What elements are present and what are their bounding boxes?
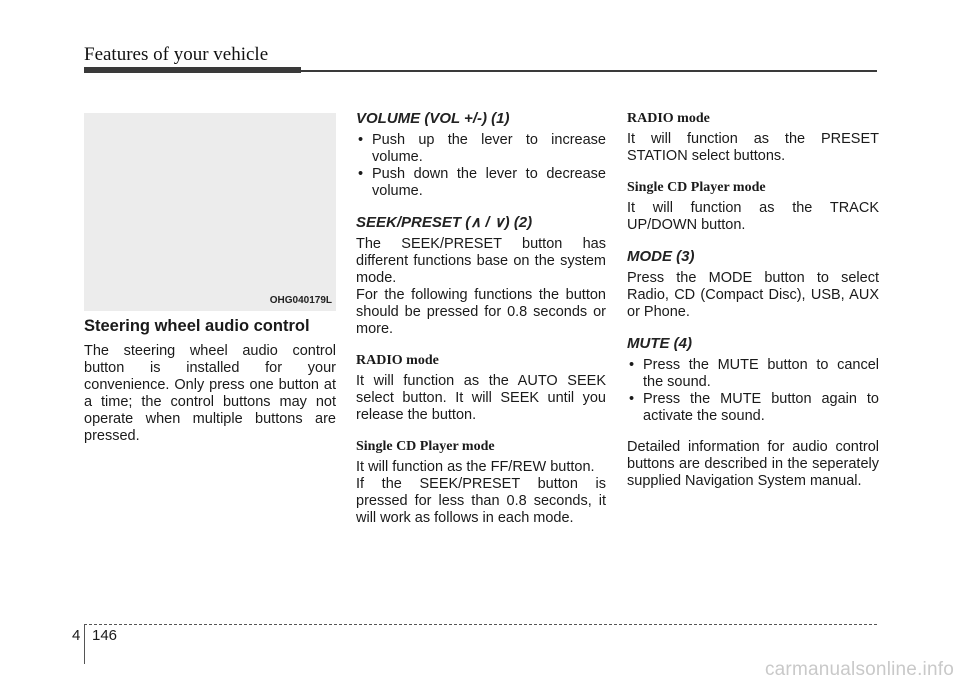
paragraph-short-press: If the SEEK/PRESET button is pressed for less than 0.8 seconds, it will work as follows in each mode.	[356, 476, 606, 526]
heading-radio-mode: RADIO mode	[627, 111, 710, 126]
chapter-number: 4	[72, 627, 81, 644]
heading-mute: MUTE (4)	[627, 335, 692, 352]
paragraph-seek-duration: For the following functions the button should be pressed for 0.8 seconds or more.	[356, 287, 606, 337]
heading-seek-preset: SEEK/PRESET (∧ / ∨) (2)	[356, 214, 533, 231]
heading-mode: MODE (3)	[627, 248, 695, 265]
column-3	[627, 110, 879, 490]
paragraph-radio-mode: It will function as the AUTO SEEK select button. It will SEEK until you release the button.	[356, 373, 606, 423]
column-1	[84, 316, 336, 445]
paragraph-radio-preset: It will function as the PRESET STATION select buttons.	[627, 131, 879, 164]
section-heading-steering-audio: Steering wheel audio control	[84, 317, 310, 335]
list-item: • Push down the lever to decrease volume.	[356, 166, 606, 200]
list-item: • Push up the lever to increase volume.	[356, 132, 606, 166]
paragraph-seek-functions: The SEEK/PRESET button has different functions base on the system mode.	[356, 236, 606, 286]
column-2	[356, 110, 606, 527]
list-item: • Press the MUTE button again to activate the sound.	[627, 391, 879, 425]
heading-cd-mode: Single CD Player mode	[356, 439, 495, 454]
paragraph-detail-info: Detailed information for audio control buttons are described in the seperately supplied Navigation System manual.	[627, 439, 879, 489]
figure-code: OHG040179L	[269, 295, 332, 306]
heading-volume: VOLUME (VOL +/-) (1)	[356, 110, 510, 127]
header-accent-bar	[84, 67, 301, 73]
footer-rule	[84, 624, 877, 625]
mute-bullets	[627, 357, 879, 425]
paragraph-steering-audio: The steering wheel audio control button is installed for your convenience. Only press one button at a time; the control buttons may not operate when multiple buttons are pressed.	[84, 343, 336, 444]
footer-divider	[84, 624, 85, 664]
volume-bullets	[356, 132, 606, 200]
page-number: 146	[92, 627, 118, 644]
paragraph-cd-mode: It will function as the FF/REW button.	[356, 459, 595, 475]
header-rule	[301, 70, 877, 72]
paragraph-mode: Press the MODE button to select Radio, CD (Compact Disc), USB, AUX or Phone.	[627, 270, 879, 320]
heading-radio-mode: RADIO mode	[356, 353, 439, 368]
figure-steering-wheel	[84, 113, 336, 311]
paragraph-cd-track: It will function as the TRACK UP/DOWN button.	[627, 200, 879, 233]
page-header-title: Features of your vehicle	[84, 44, 269, 65]
list-item: • Press the MUTE button to cancel the sound.	[627, 357, 879, 391]
heading-cd-mode: Single CD Player mode	[627, 180, 766, 195]
watermark-text: carmanualsonline.info	[764, 659, 954, 680]
